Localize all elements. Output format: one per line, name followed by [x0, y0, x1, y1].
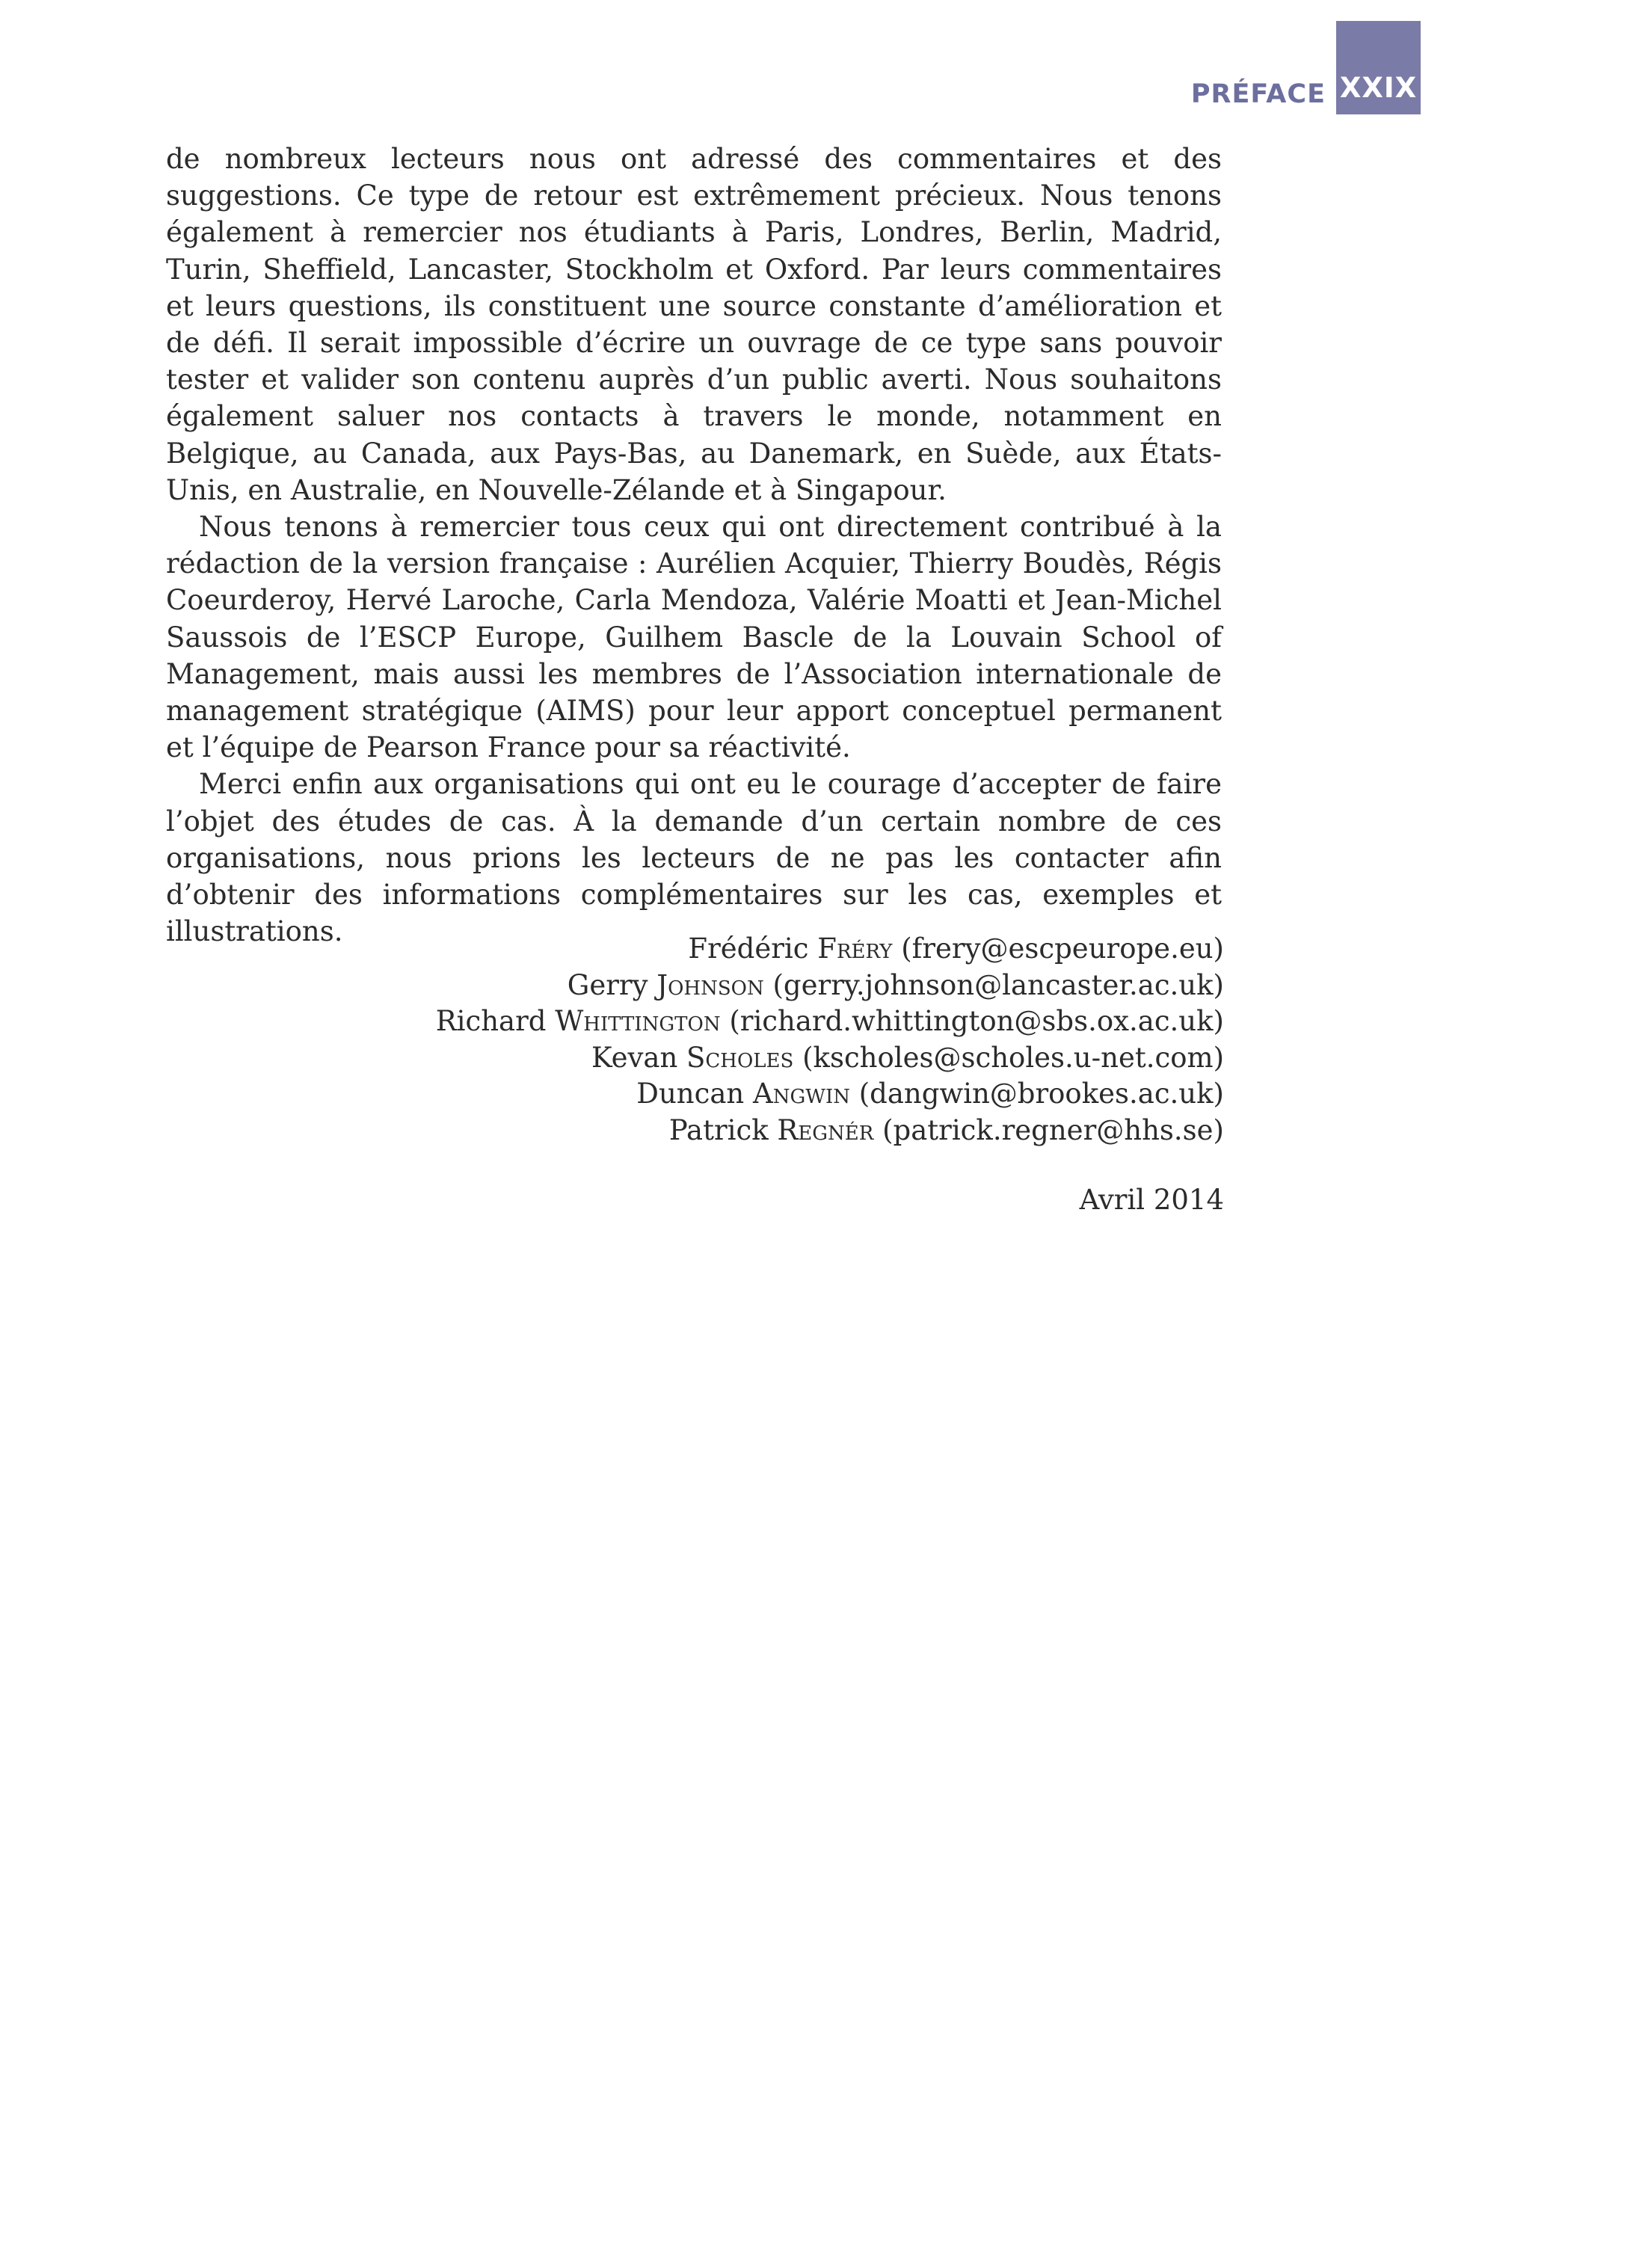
paragraph: Nous tenons à remercier tous ceux qui ont directement contribué à la rédaction de la version française : Aurélien Acquier, Thierry Boudès, Régis Coeurderoy, Hervé Laroche, Carla Mendoza, Valérie Moatti et Jean-Michel Saussois de l’ESCP Europe, Guilhem Bascle de la Louvain School of Management, mais aussi les membres de l’Association internationale de management stratégique (AIMS) pour leur apport conceptuel permanent et l’équipe de Pearson France pour sa réactivité. — [166, 511, 1222, 764]
author-email: (patrick.regner@hhs.se) — [882, 1113, 1224, 1146]
author-first-name: Duncan — [636, 1078, 745, 1110]
body-text — [166, 141, 1222, 950]
author-email: (richard.whittington@sbs.ox.ac.uk) — [729, 1005, 1224, 1037]
author-first-name: Patrick — [668, 1113, 769, 1146]
signature-line — [436, 931, 1224, 968]
author-first-name: Kevan — [591, 1041, 678, 1074]
paragraph: de nombreux lecteurs nous ont adressé des commentaires et des suggestions. Ce type de retour est extrêmement précieux. Nous tenons également à remercier nos étudiants à Paris, Londres, Berlin, Madrid, Turin, Sheffield, Lancaster, Stockholm et Oxford. Par leurs commentaires et leurs questions, ils constituent une source constante d’amélioration et de défi. Il serait impossible d’écrire un ouvrage de ce type sans pouvoir tester et valider son contenu auprès d’un public averti. Nous souhaitons également saluer nos contacts à travers le monde, notamment en Belgique, au Canada, aux Pays-Bas, au Danemark, en Suède, aux États-Unis, en Australie, en Nouvelle-Zélande et à Singapour. — [166, 143, 1222, 506]
page-number: XXIX — [1339, 72, 1418, 104]
signature-line — [436, 1040, 1224, 1077]
author-last-name: Angwin — [753, 1078, 850, 1110]
author-signatures — [436, 931, 1224, 1149]
author-first-name: Gerry — [567, 968, 648, 1001]
date: Avril 2014 — [1079, 1184, 1224, 1216]
page-header — [1190, 21, 1421, 114]
author-last-name: Regnér — [777, 1113, 874, 1146]
author-first-name: Frédéric — [688, 932, 809, 965]
signature-line — [436, 1004, 1224, 1040]
author-email: (kscholes@scholes.u-net.com) — [802, 1041, 1224, 1074]
author-email: (dangwin@brookes.ac.uk) — [858, 1078, 1224, 1110]
author-last-name: Whittington — [555, 1005, 721, 1037]
section-title: PRÉFACE — [1190, 79, 1326, 109]
signature-line — [436, 1076, 1224, 1113]
signature-line — [436, 968, 1224, 1004]
author-email: (frery@escpeurope.eu) — [901, 932, 1224, 965]
paragraph: Merci enfin aux organisations qui ont eu le courage d’accepter de faire l’objet des études de cas. À la demande d’un certain nombre de ces organisations, nous prions les lecteurs de ne pas les contacter afin d’obtenir des informations complémentaires sur les cas, exemples et illustrations. — [166, 768, 1222, 948]
author-last-name: Scholes — [686, 1041, 794, 1074]
author-last-name: Johnson — [656, 968, 764, 1001]
author-first-name: Richard — [435, 1005, 547, 1037]
page-number-tab — [1336, 21, 1421, 114]
author-last-name: Fréry — [817, 932, 893, 965]
signature-line — [436, 1113, 1224, 1149]
author-email: (gerry.johnson@lancaster.ac.uk) — [772, 968, 1224, 1001]
